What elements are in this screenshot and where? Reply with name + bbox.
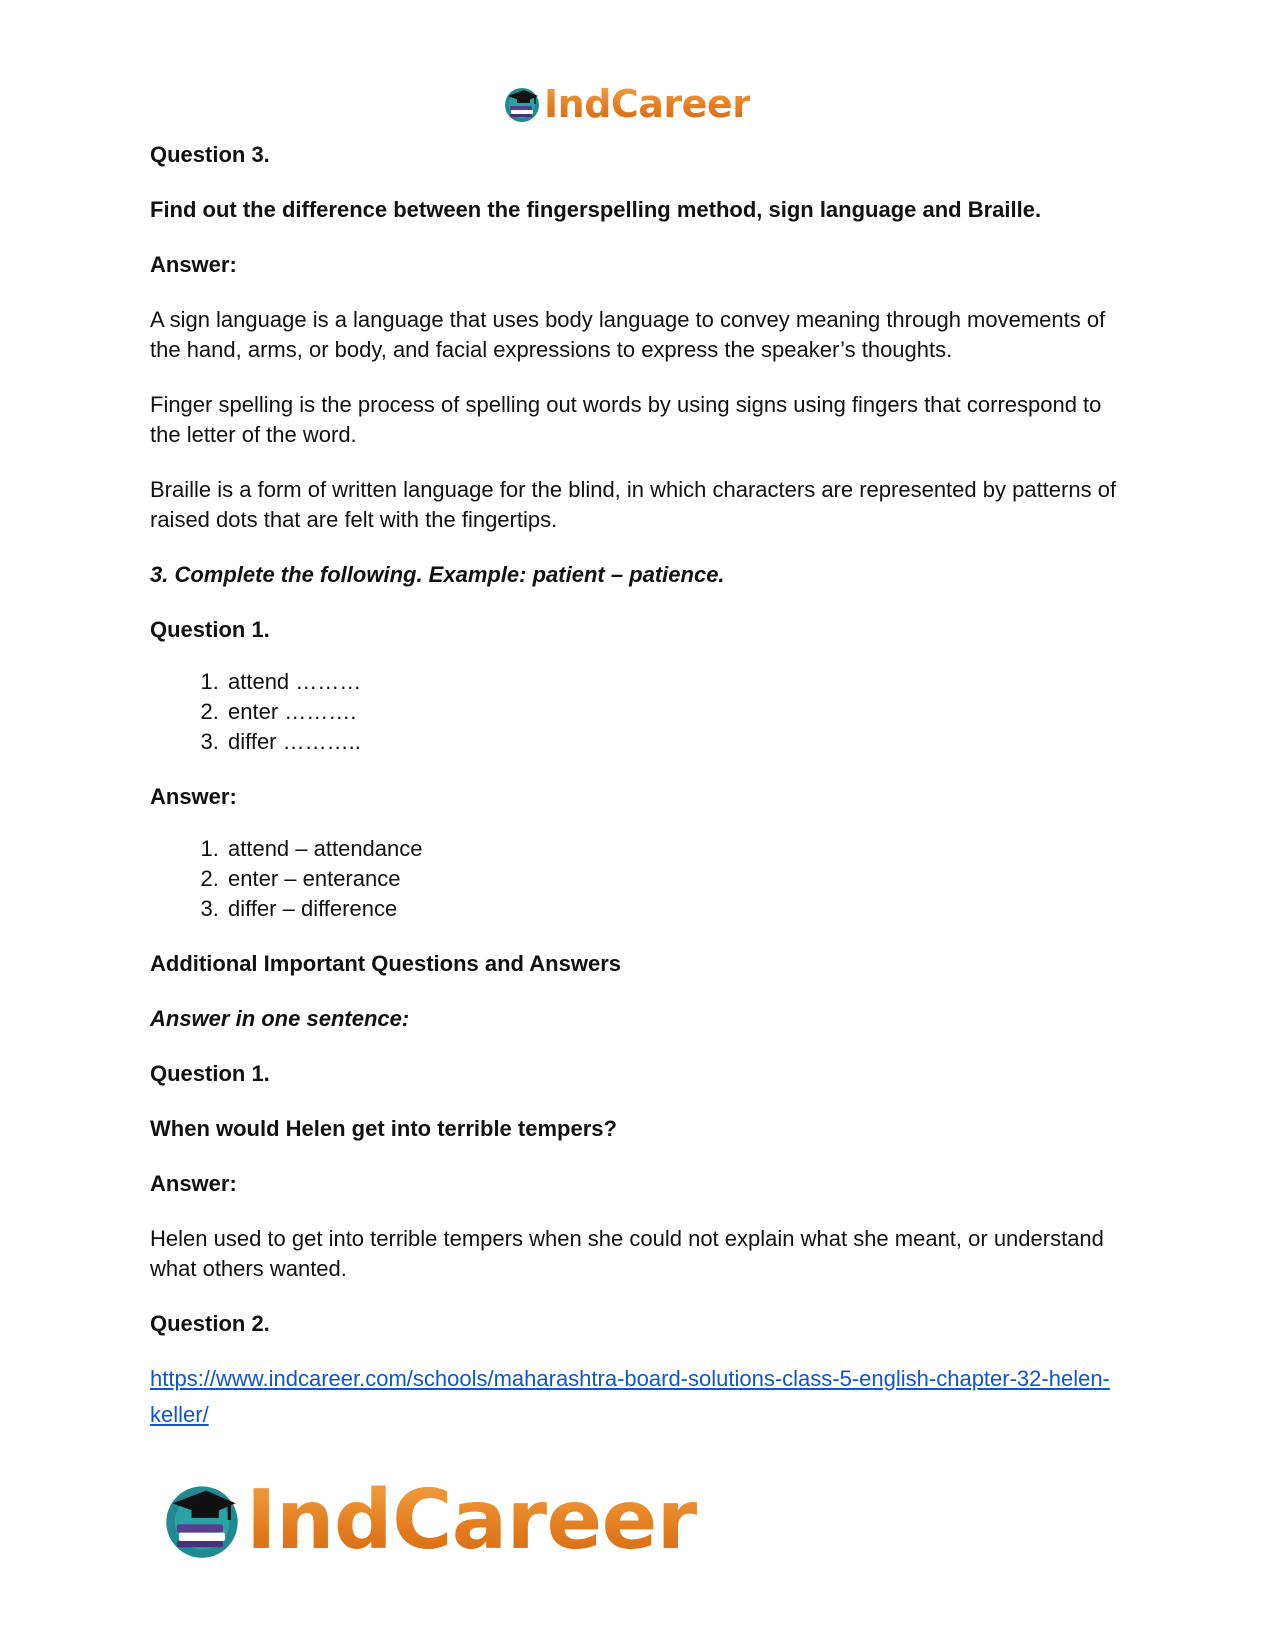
answer-label: Answer:: [150, 252, 237, 277]
question-label: Question 1.: [150, 1061, 270, 1086]
logo-wordmark: IndCareer: [246, 1472, 697, 1568]
question-label: Question 1.: [150, 617, 270, 642]
footer-logo: [160, 1470, 697, 1570]
question-label: Question 2.: [150, 1311, 270, 1336]
answer-paragraph: Braille is a form of written language for the blind, in which characters are represented by patterns of raised dots that are felt with the fingertips.: [150, 477, 1117, 532]
header-logo: [502, 80, 750, 128]
graduation-cap-book-icon: [502, 84, 542, 124]
document-body: [150, 140, 1130, 1433]
question-label: Question 3.: [150, 142, 270, 167]
list-item: 3. differ ………..: [225, 727, 1130, 757]
list-item: 3. differ – difference: [225, 894, 1130, 924]
answer-label: Answer:: [150, 1171, 237, 1196]
question-text: Find out the difference between the fingerspelling method, sign language and Braille.: [150, 197, 1042, 222]
source-link[interactable]: https://www.indcareer.com/schools/maharashtra-board-solutions-class-5-english-chapter-32-helen-keller/: [150, 1366, 1110, 1427]
answer-paragraph: Finger spelling is the process of spelling out words by using signs using fingers that correspond to the letter of the word.: [150, 392, 1102, 447]
exercise-heading: 3. Complete the following. Example: patient – patience.: [150, 562, 725, 587]
question-text: When would Helen get into terrible tempers?: [150, 1116, 617, 1141]
subsection-heading: Answer in one sentence:: [150, 1006, 410, 1031]
question-list: [150, 667, 1130, 757]
answer-list: [150, 834, 1130, 924]
section-heading: Additional Important Questions and Answers: [150, 951, 622, 976]
list-item: 1. attend – attendance: [225, 834, 1130, 864]
logo-wordmark: IndCareer: [544, 82, 751, 126]
answer-paragraph: Helen used to get into terrible tempers when she could not explain what she meant, or understand what others wanted.: [150, 1226, 1104, 1281]
list-item: 2. enter – enterance: [225, 864, 1130, 894]
answer-paragraph: A sign language is a language that uses body language to convey meaning through movements of the hand, arms, or body, and facial expressions to express the speaker’s thoughts.: [150, 307, 1106, 362]
list-item: 1. attend ………: [225, 667, 1130, 697]
answer-label: Answer:: [150, 784, 237, 809]
graduation-cap-book-icon: [160, 1478, 244, 1562]
list-item: 2. enter ……….: [225, 697, 1130, 727]
